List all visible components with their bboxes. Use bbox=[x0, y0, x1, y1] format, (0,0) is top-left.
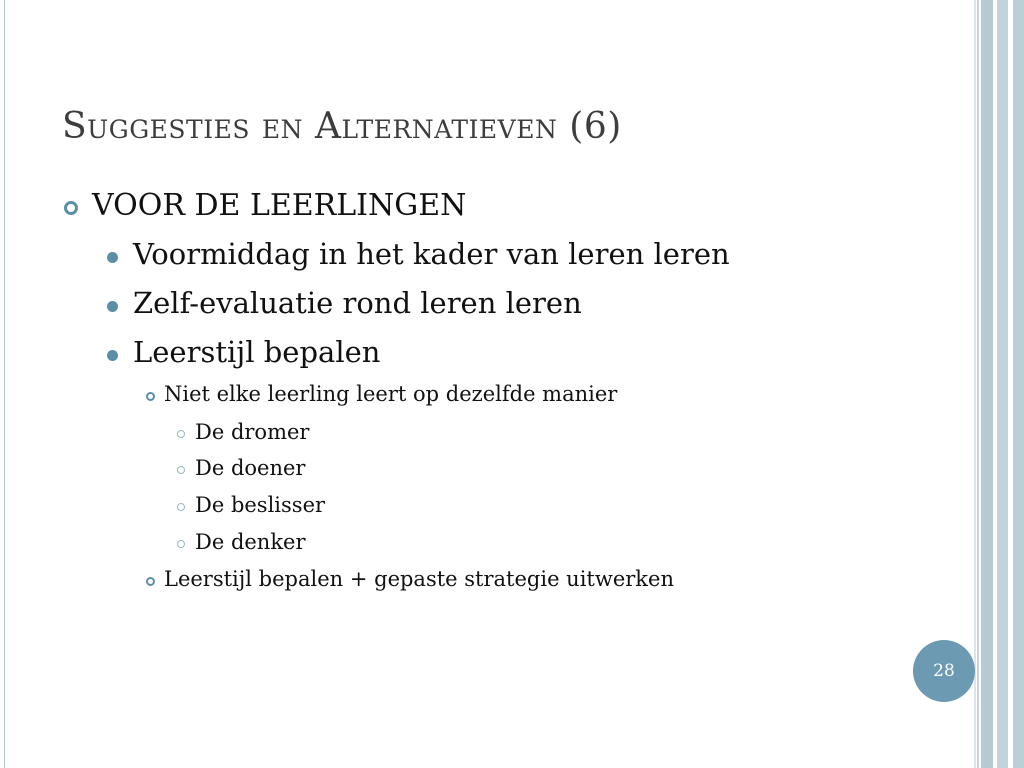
tiny-ring-bullet-icon bbox=[177, 466, 185, 474]
dot-bullet-icon bbox=[107, 252, 118, 263]
small-ring-bullet-icon bbox=[146, 577, 155, 586]
tiny-ring-bullet-icon bbox=[177, 503, 185, 511]
ring-bullet-icon bbox=[64, 201, 78, 215]
page-number-badge bbox=[913, 640, 975, 702]
bullet-item: Zelf-evaluatie rond leren leren bbox=[133, 286, 582, 320]
slide-title: Suggesties en Alternatieven (6) bbox=[62, 106, 622, 147]
sub-item: Niet elke leerling leert op dezelfde manier bbox=[164, 382, 618, 406]
sub-sub-item: De dromer bbox=[195, 420, 310, 444]
heading-voor-de-leerlingen: VOOR DE LEERLINGEN bbox=[92, 188, 467, 223]
sub-sub-item: De doener bbox=[195, 456, 306, 480]
dot-bullet-icon bbox=[107, 301, 118, 312]
bullet-item: Voormiddag in het kader van leren leren bbox=[133, 237, 730, 271]
sub-sub-item: De denker bbox=[195, 530, 306, 554]
dot-bullet-icon bbox=[107, 350, 118, 361]
right-decorative-bars bbox=[974, 0, 1024, 768]
tiny-ring-bullet-icon bbox=[177, 430, 185, 438]
left-border-line bbox=[4, 0, 5, 768]
page-number: 28 bbox=[933, 661, 955, 681]
tiny-ring-bullet-icon bbox=[177, 540, 185, 548]
small-ring-bullet-icon bbox=[146, 392, 155, 401]
sub-sub-item: De beslisser bbox=[195, 493, 326, 517]
sub-item: Leerstijl bepalen + gepaste strategie uitwerken bbox=[164, 567, 674, 591]
bullet-item: Leerstijl bepalen bbox=[133, 335, 381, 369]
